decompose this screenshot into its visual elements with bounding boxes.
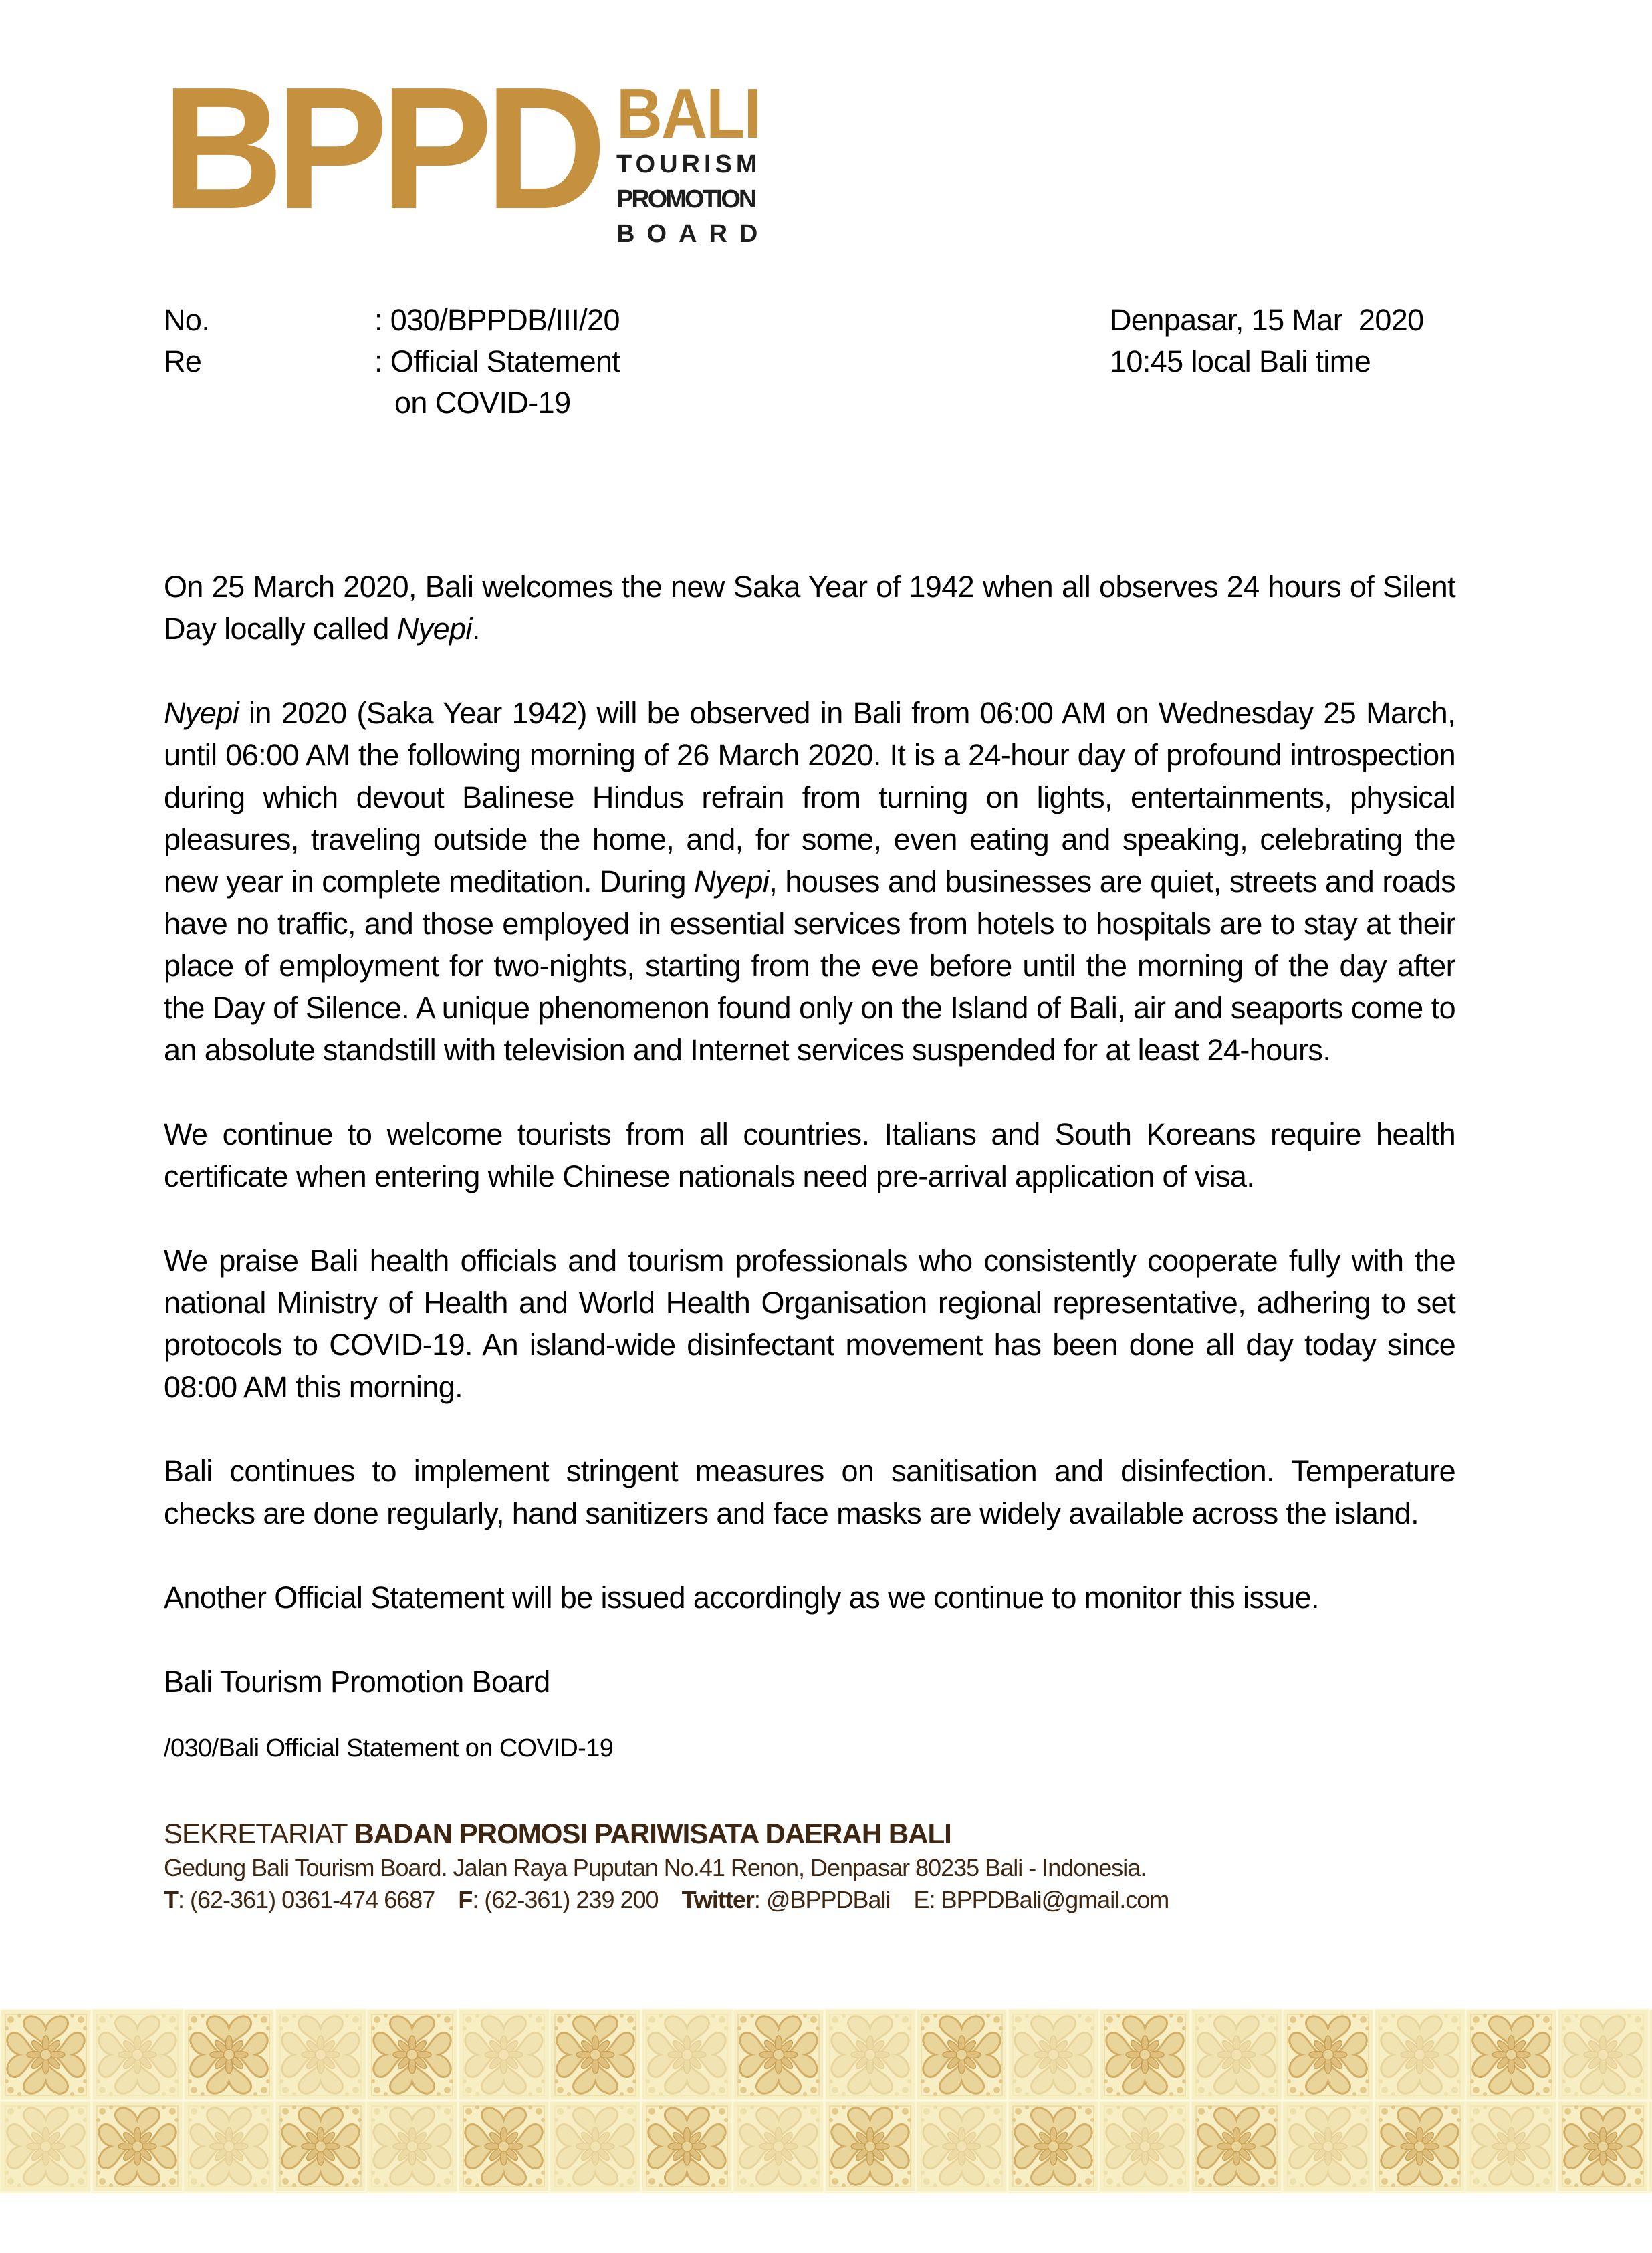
paragraph-6: Another Official Statement will be issued accordingly as we continue to monitor this issue. (164, 1580, 1319, 1615)
subject-value: : Official Statement (374, 344, 620, 378)
phone-value: : (62-361) 0361-474 6687 (178, 1886, 435, 1913)
twitter-handle: : @BPPDBali (753, 1886, 891, 1913)
letter-body (164, 566, 1455, 1764)
logo-promotion-text: PROMOTION (616, 185, 755, 213)
email-value: : BPPDBali@gmail.com (929, 1886, 1169, 1913)
paragraph-1 (164, 566, 1455, 650)
fax-segment (458, 1886, 658, 1913)
fax-label: F (458, 1886, 473, 1913)
bppd-logo-acronym: BPPD (162, 51, 600, 245)
place-date: Denpasar, 15 Mar 2020 (1110, 303, 1424, 337)
org-name: BADAN PROMOSI PARIWISATA DAERAH BALI (354, 1818, 951, 1849)
phone-segment (164, 1886, 435, 1913)
logo-tourism-text: TOURISM (616, 150, 761, 179)
subject-label: Re (164, 344, 202, 378)
italic-term-nyepi: Nyepi (164, 696, 239, 730)
twitter-segment (682, 1886, 891, 1913)
number-value: : 030/BPPDB/III/20 (374, 303, 620, 337)
bppd-logo-wordmark (616, 74, 770, 251)
secretariat-address: Gedung Bali Tourism Board. Jalan Raya Puputan No.41 Renon, Denpasar 80235 Bali - Indonesia. (164, 1854, 1147, 1881)
subject-value-continued: on COVID-19 (394, 386, 571, 420)
twitter-label: Twitter (681, 1886, 754, 1913)
text-run: , houses and businesses are quiet, streets and roads have no traffic, and those employed in essential services from hotels to hospitals are to stay at their place of employment for two-nights, starting from the eve before until the morning of the day after the Day of Silence. A unique phenomenon found only on the Island of Bali, air and seaports come to an absolute standstill with television and Internet services suspended for at least 24-hours. (164, 864, 1455, 1067)
paragraph-2 (164, 692, 1455, 1071)
number-label: No. (164, 303, 210, 337)
paragraph-4: We praise Bali health officials and tourism professionals who consistently cooperate fully with the national Ministry of Health and World Health Organisation regional representative, adhering to set protocols to COVID-19. An island-wide disinfectant movement has been done all day today since 08:00 AM this morning. (164, 1243, 1455, 1404)
italic-term-nyepi: Nyepi (694, 864, 770, 899)
secretariat-contact-line (164, 1884, 1501, 1916)
secretariat-footer (164, 1816, 1501, 1916)
signoff: Bali Tourism Promotion Board (164, 1665, 550, 1699)
local-time: 10:45 local Bali time (1110, 344, 1371, 378)
text-run: On 25 March 2020, Bali welcomes the new Saka Year of 1942 when all observes 24 hours of Silent Day locally called (164, 570, 1455, 646)
phone-label: T (164, 1886, 178, 1913)
paragraph-3: We continue to welcome tourists from all countries. Italians and South Koreans require health certificate when entering while Chinese nationals need pre-arrival application of visa. (164, 1117, 1455, 1193)
fax-value: : (62-361) 239 200 (472, 1886, 659, 1913)
meta-row-subject-cont (164, 382, 1454, 424)
meta-row-number (164, 300, 1454, 341)
italic-term-nyepi: Nyepi (396, 612, 472, 646)
logo-board-text: BOARD (616, 220, 770, 248)
text-run: in 2020 (Saka Year 1942) will be observed in Bali from 06:00 AM on Wednesday 25 March, until 06:00 AM the following morning of 26 March 2020. It is a 24-hour day of profound introspection during which devout Balinese Hindus refrain from turning on lights, entertainments, physical pleasures, traveling outside the home, and, for some, even eating and speaking, celebrating the new year in complete meditation. During (164, 696, 1455, 899)
secretariat-org-line (164, 1816, 1501, 1852)
paragraph-5: Bali continues to implement stringent measures on sanitisation and disinfection. Temperature checks are done regularly, hand sanitizers and face masks are widely available across the island. (164, 1454, 1455, 1530)
email-segment (914, 1886, 1169, 1913)
document-reference: /030/Bali Official Statement on COVID-19 (164, 1734, 614, 1762)
email-label: E (913, 1886, 929, 1913)
logo-bali-text: BALI (616, 74, 761, 153)
letter-meta-block (164, 300, 1454, 424)
balinese-tile-pattern (0, 2009, 1652, 2193)
text-run: . (471, 612, 480, 646)
secretariat-label: SEKRETARIAT (164, 1818, 354, 1849)
meta-row-subject (164, 341, 1454, 382)
